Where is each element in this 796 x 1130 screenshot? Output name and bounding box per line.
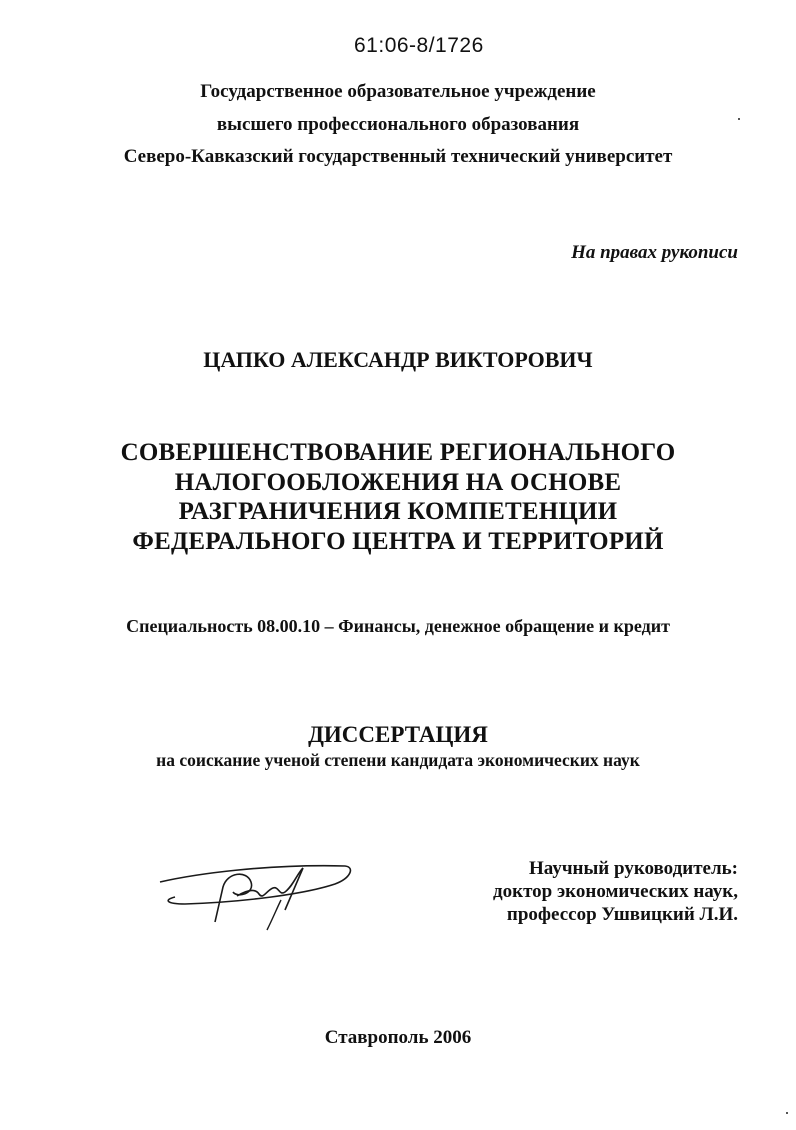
author-name: ЦАПКО АЛЕКСАНДР ВИКТОРОВИЧ — [203, 347, 593, 372]
title-line-3: РАЗГРАНИЧЕНИЯ КОМПЕТЕНЦИИ — [178, 498, 618, 525]
catalog-number: 61:06-8/1726 — [354, 34, 484, 57]
title-line-2: НАЛОГООБЛОЖЕНИЯ НА ОСНОВЕ — [174, 468, 622, 496]
dissertation-title — [0, 438, 796, 556]
degree-purpose: на соискание ученой степени кандидата экономических наук — [156, 750, 640, 770]
signature-image — [155, 852, 355, 932]
scan-speck — [738, 118, 740, 120]
rights-note: На правах рукописи — [571, 242, 738, 263]
city-year: Ставрополь 2006 — [324, 1027, 472, 1048]
specialty: Специальность 08.00.10 – Финансы, денежное обращение и кредит — [126, 616, 670, 636]
supervisor-degree: доктор экономических наук, — [493, 881, 738, 902]
document-type: ДИССЕРТАЦИЯ — [308, 722, 488, 747]
supervisor-block — [493, 857, 738, 926]
institution-line-3: Северо-Кавказский государственный технический университет — [123, 146, 673, 167]
supervisor-name: профессор Ушвицкий Л.И. — [506, 904, 738, 925]
scan-speck — [786, 1112, 788, 1114]
title-line-4: ФЕДЕРАЛЬНОГО ЦЕНТРА И ТЕРРИТОРИЙ — [132, 527, 664, 555]
institution-line-1: Государственное образовательное учреждение — [200, 81, 596, 102]
title-line-1: СОВЕРШЕНСТВОВАНИЕ РЕГИОНАЛЬНОГО — [120, 439, 676, 466]
supervisor-role: Научный руководитель: — [529, 858, 738, 879]
institution-line-2: высшего профессионального образования — [216, 114, 580, 135]
